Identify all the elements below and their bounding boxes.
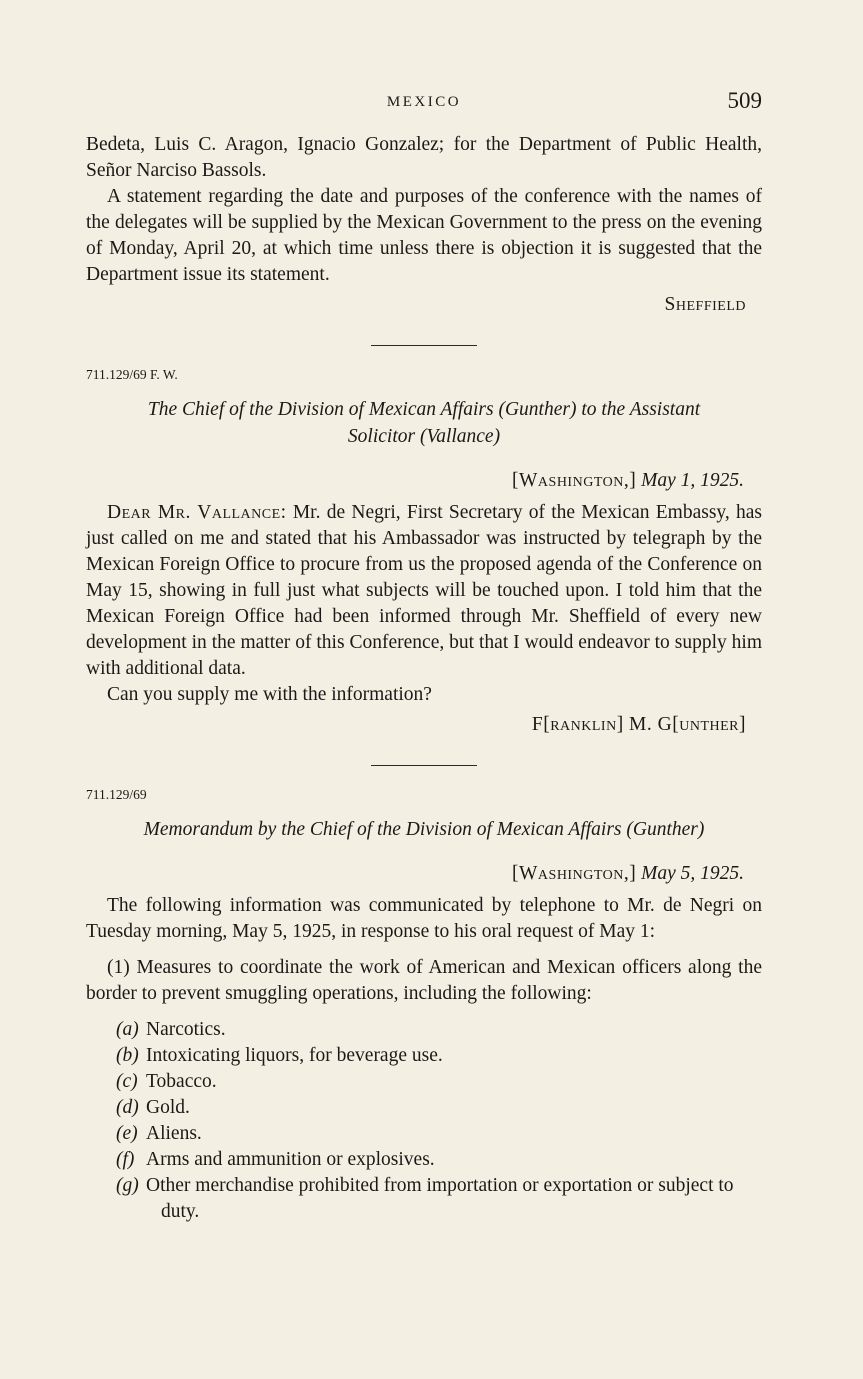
list-label: (g) [116, 1175, 139, 1196]
document-heading: The Chief of the Division of Mexican Affairs (Gunther) to the Assistant Solicitor (Vallance) [147, 399, 701, 447]
list-label: (e) [116, 1123, 138, 1144]
list-text: Arms and ammunition or explosives. [146, 1149, 435, 1170]
list-item [86, 1069, 762, 1095]
running-title: MEXICO [386, 94, 462, 110]
list-item [86, 1173, 762, 1225]
list-text: Aliens. [146, 1123, 202, 1144]
paragraph: Can you supply me with the information? [107, 684, 432, 705]
list-item [86, 1147, 762, 1173]
signature-text: F[ranklin] M. G[unther] [531, 714, 746, 735]
signature-gunther [86, 712, 762, 738]
document-heading: Memorandum by the Chief of the Division of Mexican Affairs (Gunther) [143, 819, 705, 840]
page-number: 509 [727, 88, 762, 113]
list-item [86, 1095, 762, 1121]
dateline-date: May 1, 1925. [641, 470, 744, 491]
paragraph: A statement regarding the date and purposes of the conference with the names of the delegates will be supplied by the Mexican Government to the press on the evening of Monday, April 20, at which time unless there is objection it is suggested that the Department issue its statement. [86, 186, 762, 285]
list-text: Intoxicating liquors, for beverage use. [146, 1045, 443, 1066]
list-label: (b) [116, 1045, 139, 1066]
dateline-place: [Washington,] [512, 863, 637, 884]
list-item [86, 1043, 762, 1069]
list-item [86, 1017, 762, 1043]
signature-text: Sheffield [664, 294, 746, 315]
dateline [86, 861, 762, 887]
dateline-date: May 5, 1925. [641, 863, 744, 884]
list-label: (f) [116, 1149, 135, 1170]
paragraph-continued: Bedeta, Luis C. Aragon, Ignacio Gonzalez; for the Department of Public Health, Señor Narciso Bassols. [86, 134, 762, 181]
list-text: Tobacco. [146, 1071, 217, 1092]
section-divider [371, 345, 477, 346]
salutation: Dear Mr. Vallance: [107, 502, 287, 523]
document-1 [86, 132, 762, 318]
document-3 [86, 786, 762, 1225]
running-head [86, 88, 762, 118]
document-2 [86, 366, 762, 738]
file-number: 711.129/69 F. W. [86, 367, 178, 382]
paragraph: The following information was communicated by telephone to Mr. de Negri on Tuesday morning, May 5, 1925, in response to his oral request of May 1: [86, 895, 762, 942]
file-number: 711.129/69 [86, 787, 147, 802]
letter-body-text: Mr. de Negri, First Secretary of the Mexican Embassy, has just called on me and stated that his Ambassador was instructed by telegraph by the Mexican Foreign Office to procure from us the proposed agenda of the Conference on May 15, showing in full just what subjects will be touched upon. I told him that the Mexican Foreign Office had been informed through Mr. Sheffield of every new development in the matter of this Conference, but that I would endeavor to supply him with additional data. [86, 502, 763, 679]
signature-sheffield [86, 292, 762, 318]
letter-body [86, 500, 762, 682]
paragraph: (1) Measures to coordinate the work of American and Mexican officers along the border to prevent smuggling operations, including the following: [86, 957, 762, 1004]
list-text: Other merchandise prohibited from importation or exportation or subject to duty. [146, 1175, 734, 1222]
list-text: Narcotics. [146, 1019, 226, 1040]
list-label: (a) [116, 1019, 139, 1040]
list-item [86, 1121, 762, 1147]
dateline [86, 468, 762, 494]
list-label: (d) [116, 1097, 139, 1118]
list-label: (c) [116, 1071, 138, 1092]
list-text: Gold. [146, 1097, 190, 1118]
dateline-place: [Washington,] [512, 470, 637, 491]
section-divider [371, 765, 477, 766]
smuggling-items-list [86, 1017, 762, 1225]
